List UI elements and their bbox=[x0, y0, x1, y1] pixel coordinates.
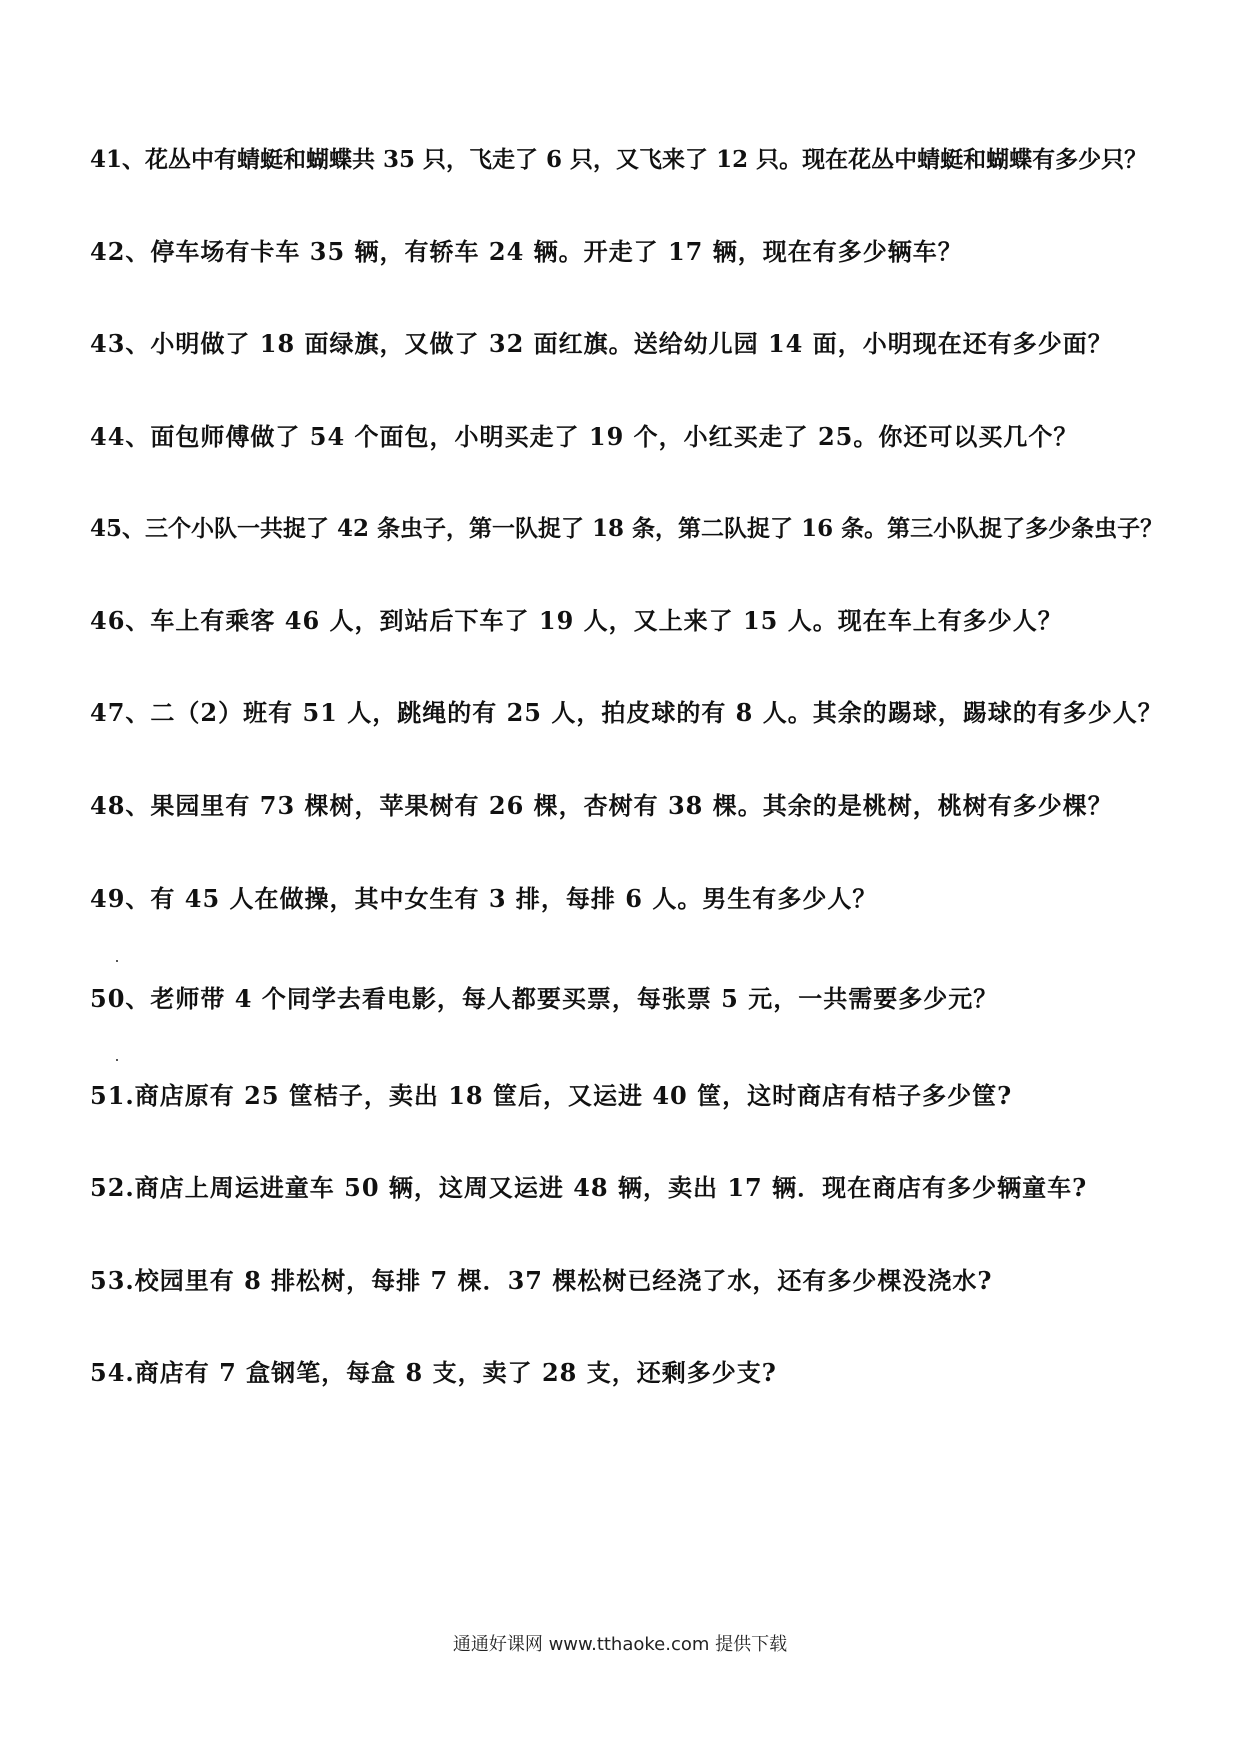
question-number: 51. bbox=[90, 1081, 135, 1110]
question-number: 54. bbox=[90, 1358, 135, 1387]
question-text: 商店原有 25 筐桔子，卖出 18 筐后，又运进 40 筐，这时商店有桔子多少筐? bbox=[134, 1081, 1013, 1110]
question-number: 43、 bbox=[90, 329, 151, 358]
question-42 bbox=[90, 236, 963, 268]
question-text: 二（2）班有 51 人，跳绳的有 25 人，拍皮球的有 8 人。其余的踢球，踢球的有多少人？ bbox=[150, 698, 1163, 727]
question-46 bbox=[90, 605, 1063, 637]
question-41 bbox=[90, 144, 1147, 176]
question-text: 有 45 人在做操，其中女生有 3 排，每排 6 人。男生有多少人？ bbox=[150, 884, 878, 913]
question-53 bbox=[90, 1265, 992, 1297]
question-number: 48、 bbox=[90, 791, 151, 820]
question-text: 面包师傅做了 54 个面包，小明买走了 19 个，小红买走了 25。你还可以买几个？ bbox=[150, 422, 1079, 451]
question-text: 停车场有卡车 35 辆，有轿车 24 辆。开走了 17 辆，现在有多少辆车？ bbox=[150, 237, 963, 266]
question-49 bbox=[90, 883, 877, 915]
question-number: 47、 bbox=[90, 698, 151, 727]
question-48 bbox=[90, 790, 1113, 822]
question-number: 50、 bbox=[90, 984, 151, 1013]
question-text: 小明做了 18 面绿旗，又做了 32 面红旗。送给幼儿园 14 面，小明现在还有多少面？ bbox=[150, 329, 1113, 358]
question-45 bbox=[90, 513, 1163, 545]
question-number: 49、 bbox=[90, 884, 151, 913]
scan-artifact bbox=[116, 960, 118, 962]
question-number: 52. bbox=[90, 1173, 135, 1202]
question-43 bbox=[90, 328, 1113, 360]
question-text: 商店有 7 盒钢笔，每盒 8 支，卖了 28 支，还剩多少支? bbox=[134, 1358, 777, 1387]
question-51 bbox=[90, 1080, 1012, 1112]
question-text: 花丛中有蜻蜓和蝴蝶共 35 只，飞走了 6 只，又飞来了 12 只。现在花丛中蜻蜓和蝴蝶有多少只？ bbox=[145, 146, 1148, 173]
question-text: 果园里有 73 棵树，苹果树有 26 棵，杏树有 38 棵。其余的是桃树，桃树有多少棵？ bbox=[150, 791, 1113, 820]
question-number: 46、 bbox=[90, 606, 151, 635]
question-number: 45、 bbox=[90, 515, 146, 542]
scan-artifact bbox=[116, 1059, 118, 1061]
question-52 bbox=[90, 1172, 1087, 1204]
question-number: 44、 bbox=[90, 422, 151, 451]
question-number: 53. bbox=[90, 1266, 135, 1295]
question-text: 校园里有 8 排松树，每排 7 棵．37 棵松树已经浇了水，还有多少棵没浇水? bbox=[134, 1266, 993, 1295]
question-47 bbox=[90, 697, 1163, 729]
question-number: 41、 bbox=[90, 146, 146, 173]
question-number: 42、 bbox=[90, 237, 151, 266]
footer-credit: 通通好课网 www.tthaoke.com 提供下载 bbox=[452, 1634, 788, 1655]
question-54 bbox=[90, 1357, 777, 1389]
question-50 bbox=[90, 983, 998, 1015]
question-text: 老师带 4 个同学去看电影，每人都要买票，每张票 5 元，一共需要多少元？ bbox=[150, 984, 999, 1013]
question-text: 车上有乘客 46 人，到站后下车了 19 人，又上来了 15 人。现在车上有多少人？ bbox=[150, 606, 1063, 635]
question-text: 三个小队一共捉了 42 条虫子，第一队捉了 18 条，第二队捉了 16 条。第三小队捉了多少条虫子？ bbox=[145, 515, 1164, 542]
question-text: 商店上周运进童车 50 辆，这周又运进 48 辆，卖出 17 辆．现在商店有多少辆童车? bbox=[134, 1173, 1088, 1202]
question-44 bbox=[90, 421, 1078, 453]
